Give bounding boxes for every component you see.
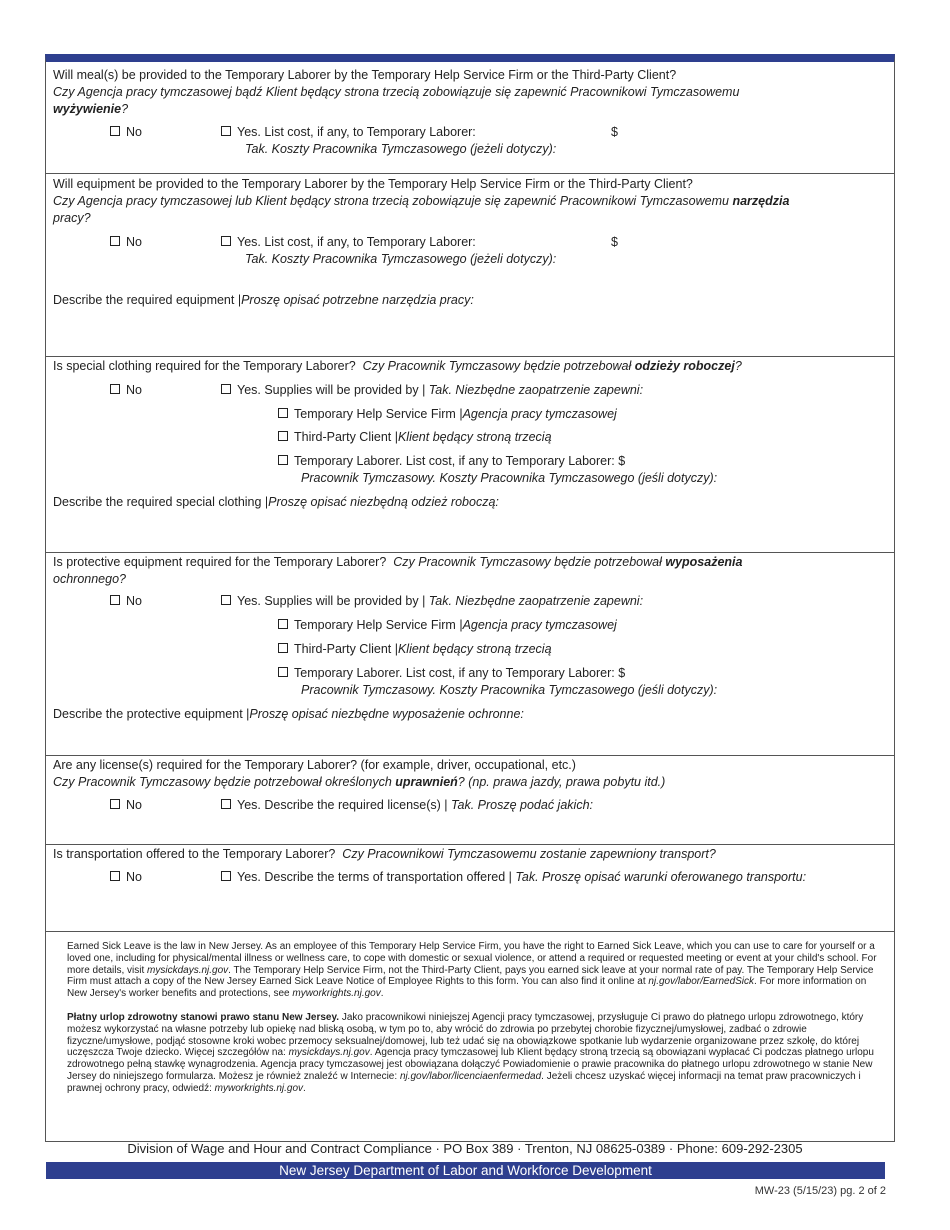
question-pl-cont: wyżywienie? <box>53 102 129 116</box>
yes-checkbox[interactable]: Yes. List cost, if any, to Temporary Laborer: <box>221 125 476 140</box>
option-laborer[interactable]: Temporary Laborer. List cost, if any to Temporary Laborer: $ <box>278 666 625 681</box>
checkbox-icon <box>278 455 288 465</box>
no-checkbox[interactable]: No <box>110 383 142 398</box>
yes-checkbox[interactable]: Yes. Describe the required license(s) | Tak. Proszę podać jakich: <box>221 798 593 813</box>
no-checkbox[interactable]: No <box>110 870 142 885</box>
transportation-section <box>46 845 894 932</box>
option-laborer[interactable]: Temporary Laborer. List cost, if any to Temporary Laborer: $ <box>278 454 625 469</box>
checkbox-icon <box>221 236 231 246</box>
checkbox-icon <box>110 595 120 605</box>
footer-department-banner: New Jersey Department of Labor and Workforce Development <box>46 1162 885 1179</box>
checkbox-icon <box>221 871 231 881</box>
no-checkbox[interactable]: No <box>110 594 142 609</box>
clothing-section <box>46 357 894 553</box>
no-checkbox[interactable]: No <box>110 235 142 250</box>
question: Is transportation offered to the Temporary Laborer? Czy Pracownikowi Tymczasowemu zostanie zapewniony transport? <box>53 847 716 861</box>
question-pl-cont: pracy? <box>53 211 91 225</box>
checkbox-icon <box>221 384 231 394</box>
option-laborer-pl: Pracownik Tymczasowy. Koszty Pracownika Tymczasowego (jeśli dotyczy): <box>301 683 718 697</box>
checkbox-icon <box>278 619 288 629</box>
footer-address: Division of Wage and Hour and Contract Compliance · PO Box 389 · Trenton, NJ 08625-0389 · Phone: 609-292-2305 <box>127 1141 803 1156</box>
yes-checkbox[interactable]: Yes. Supplies will be provided by | Tak. Niezbędne zaopatrzenie zapewni: <box>221 383 643 398</box>
option-laborer-pl: Pracownik Tymczasowy. Koszty Pracownika Tymczasowego (jeśli dotyczy): <box>301 471 718 485</box>
protective-section <box>46 553 894 756</box>
checkbox-icon <box>110 236 120 246</box>
option-firm[interactable]: Temporary Help Service Firm |Agencja pracy tymczasowej <box>278 618 617 633</box>
yes-pl: Tak. Koszty Pracownika Tymczasowego (jeżeli dotyczy): <box>245 142 557 156</box>
cost-field[interactable]: $ <box>611 235 618 249</box>
describe-clothing-field[interactable]: Describe the required special clothing |Proszę opisać niezbędną odzież roboczą: <box>53 495 499 509</box>
checkbox-icon <box>278 431 288 441</box>
checkbox-icon <box>110 126 120 136</box>
cost-field[interactable]: $ <box>611 125 618 139</box>
equipment-section <box>46 174 894 357</box>
no-checkbox[interactable]: No <box>110 798 142 813</box>
yes-pl: Tak. Koszty Pracownika Tymczasowego (jeżeli dotyczy): <box>245 252 557 266</box>
yes-checkbox[interactable]: Yes. Supplies will be provided by | Tak. Niezbędne zaopatrzenie zapewni: <box>221 594 643 609</box>
question-en: Are any license(s) required for the Temporary Laborer? (for example, driver, occupational, etc.) <box>53 758 576 772</box>
question: Is protective equipment required for the Temporary Laborer? Czy Pracownik Tymczasowy będzie potrzebował wyposażenia <box>53 555 743 569</box>
meals-section <box>46 62 894 174</box>
checkbox-icon <box>221 126 231 136</box>
question-pl: Czy Agencja pracy tymczasowej bądź Klient będący strona trzecią zobowiązuje się zapewnić Pracownikowi Tymczasowemu <box>53 85 740 99</box>
option-firm[interactable]: Temporary Help Service Firm |Agencja pracy tymczasowej <box>278 407 617 422</box>
yes-checkbox[interactable]: Yes. Describe the terms of transportation offered | Tak. Proszę opisać warunki oferowanego transportu: <box>221 870 806 885</box>
notice-pl: Płatny urlop zdrowotny stanowi prawo stanu New Jersey. Jako pracownikowi niniejszej Agencji pracy tymczasowej, przysługuje Ci prawo do płatnego urlopu zdrowotnego, który możesz wykorzystać na własne potrzeby lub opiekę nad bliską osobą, w tym po to, aby wrócić do zdrowia po przebytej chorobie fizycznej/umysłowej, zadbać o zdrowie fizyczne/umysłowe, podjąć stosowne kroki wobec przemocy seksualnej/domowej, lub też udać się na obowiązkowe spotkanie lub wydarzenie organizowane przez szkołę, do której uczęszcza Twoje dziecko. Więcej szczegółów na: mysickdays.nj.gov. Agencja pracy tymczasowej lub Klient będący stroną trzecią są obowiązani wypłacać Ci podczas płatnego urlopu zdrowotnego pełną stawkę wynagrodzenia. Agencja pracy tymczasowej jest obowiązana dołączyć Powiadomienie o prawie pracownika do płatnego urlopu zdrowotnego w stanie New Jersey do niniejszego formularza. Możesz je również znaleźć w Internecie: nj.gov/labor/licenciaenfermedad. Jeżeli chcesz uzyskać więcej informacji na temat praw pracowniczych i prawnej ochrony pracy, odwiedź: myworkrights.nj.gov. <box>67 1012 874 1094</box>
question-en: Will meal(s) be provided to the Temporary Laborer by the Temporary Help Service Firm or the Third-Party Client? <box>53 68 677 82</box>
question-en: Will equipment be provided to the Temporary Laborer by the Temporary Help Service Firm or the Third-Party Client? <box>53 177 693 191</box>
checkbox-icon <box>221 595 231 605</box>
option-client[interactable]: Third-Party Client |Klient będący stroną trzecią <box>278 642 552 657</box>
checkbox-icon <box>110 799 120 809</box>
question: Is special clothing required for the Temporary Laborer? Czy Pracownik Tymczasowy będzie potrzebował odzieży roboczej? <box>53 359 742 373</box>
describe-equipment-field[interactable]: Describe the required equipment |Proszę opisać potrzebne narzędzia pracy: <box>53 293 474 307</box>
checkbox-icon <box>110 871 120 881</box>
notice-en: Earned Sick Leave is the law in New Jersey. As an employee of this Temporary Help Service Firm, you have the right to Earned Sick Leave, which you can use to care for yourself or a loved one, including for physical/mental illness or wellness care, to cope with domestic or sexual violence, or attend a required or requested meeting or event at your child's school. For more details, visit mysickdays.nj.gov. The Temporary Help Service Firm, not the Third-Party Client, pays you earned sick leave at your normal rate of pay. The Temporary Help Service Firm must attach a copy of the New Jersey Earned Sick Leave Notice of Employee Rights to this form. You can also find it online at nj.gov/labor/EarnedSick. For more information on New Jersey's worker benefits and protections, see myworkrights.nj.gov. <box>67 941 877 1000</box>
checkbox-icon <box>110 384 120 394</box>
question-pl-cont: ochronnego? <box>53 572 126 586</box>
no-checkbox[interactable]: No <box>110 125 142 140</box>
yes-checkbox[interactable]: Yes. List cost, if any, to Temporary Laborer: <box>221 235 476 250</box>
checkbox-icon <box>278 643 288 653</box>
question-pl: Czy Agencja pracy tymczasowej lub Klient będący strona trzecią zobowiązuje się zapewnić Pracownikowi Tymczasowemu narzędzia <box>53 194 790 208</box>
checkbox-icon <box>221 799 231 809</box>
option-client[interactable]: Third-Party Client |Klient będący stroną trzecią <box>278 430 552 445</box>
checkbox-icon <box>278 667 288 677</box>
checkbox-icon <box>278 408 288 418</box>
describe-protective-field[interactable]: Describe the protective equipment |Proszę opisać niezbędne wyposażenie ochronne: <box>53 707 524 721</box>
form-box <box>45 54 895 1142</box>
license-section <box>46 756 894 845</box>
question-pl: Czy Pracownik Tymczasowy będzie potrzebował określonych uprawnień? (np. prawa jazdy, prawa pobytu itd.) <box>53 775 666 789</box>
form-id: MW-23 (5/15/23) pg. 2 of 2 <box>754 1185 886 1197</box>
sick-leave-notice <box>46 932 894 1132</box>
